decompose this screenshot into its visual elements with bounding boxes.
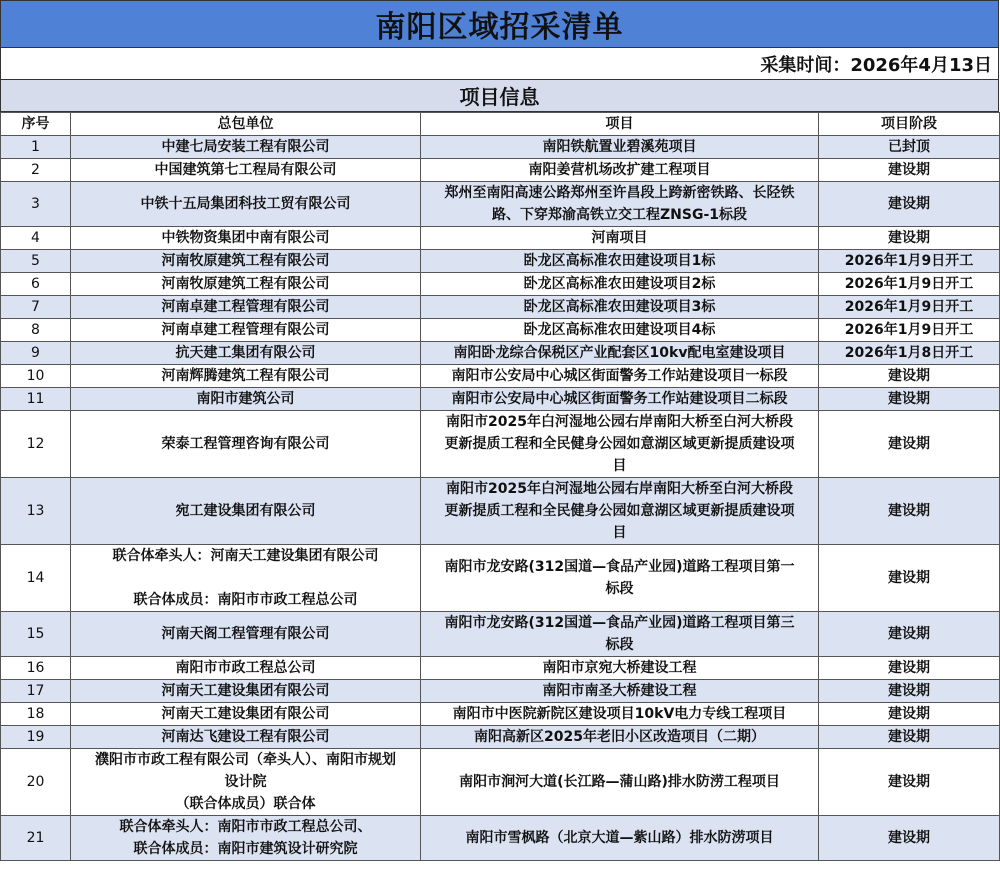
cell-project-line: 目 xyxy=(612,525,627,541)
column-header-contractor: 总包单位 xyxy=(71,113,421,136)
table-row xyxy=(1,703,1000,726)
cell-no[interactable]: 8 xyxy=(1,319,71,342)
cell-no[interactable]: 20 xyxy=(1,749,71,816)
table-row xyxy=(1,319,1000,342)
cell-no[interactable]: 9 xyxy=(1,342,71,365)
cell-contractor[interactable] xyxy=(71,411,421,478)
cell-project[interactable] xyxy=(421,388,819,411)
cell-contractor-line: 荣泰工程管理咨询有限公司 xyxy=(161,436,330,452)
cell-no[interactable]: 13 xyxy=(1,478,71,545)
cell-project-line: 南阳市京宛大桥建设工程 xyxy=(542,660,697,676)
cell-stage[interactable]: 2026年1月8日开工 xyxy=(819,342,1000,365)
cell-contractor[interactable] xyxy=(71,250,421,273)
table-row xyxy=(1,657,1000,680)
cell-contractor-line: 抗天建工集团有限公司 xyxy=(175,345,316,361)
cell-contractor[interactable] xyxy=(71,478,421,545)
cell-project-line: 更新提质工程和全民健身公园如意湖区域更新提质建设项 xyxy=(444,436,795,452)
cell-project-line: 南阳市涧河大道(长江路—蒲山路)排水防涝工程项目 xyxy=(459,774,780,790)
cell-project-line: 南阳姜营机场改扩建工程项目 xyxy=(528,162,711,178)
column-header-stage: 项目阶段 xyxy=(819,113,1000,136)
table-row xyxy=(1,342,1000,365)
cell-project[interactable] xyxy=(421,273,819,296)
cell-contractor[interactable] xyxy=(71,703,421,726)
cell-project[interactable] xyxy=(421,342,819,365)
cell-project-line: 南阳市中医院新院区建设项目10kV电力专线工程项目 xyxy=(452,706,787,722)
cell-stage[interactable]: 建设期 xyxy=(819,657,1000,680)
cell-stage[interactable]: 建设期 xyxy=(819,365,1000,388)
cell-contractor-line: 南阳市市政工程总公司 xyxy=(175,660,316,676)
cell-no[interactable]: 17 xyxy=(1,680,71,703)
cell-project-line: 更新提质工程和全民健身公园如意湖区域更新提质建设项 xyxy=(444,503,795,519)
cell-stage[interactable]: 建设期 xyxy=(819,816,1000,861)
section-header: 项目信息 xyxy=(0,80,999,112)
cell-project-line: 南阳市2025年白河湿地公园右岸南阳大桥至白河大桥段 xyxy=(446,414,793,430)
cell-no[interactable]: 7 xyxy=(1,296,71,319)
cell-project-line: 南阳市公安局中心城区街面警务工作站建设项目一标段 xyxy=(451,368,788,384)
cell-project[interactable] xyxy=(421,365,819,388)
cell-stage[interactable]: 2026年1月9日开工 xyxy=(819,296,1000,319)
cell-no[interactable]: 4 xyxy=(1,227,71,250)
cell-no[interactable]: 19 xyxy=(1,726,71,749)
cell-contractor-line: 河南牧原建筑工程有限公司 xyxy=(161,276,330,292)
column-header-project: 项目 xyxy=(421,113,819,136)
cell-contractor-line: 中铁十五局集团科技工贸有限公司 xyxy=(140,196,351,212)
cell-contractor-line: 联合体成员：南阳市建筑设计研究院 xyxy=(133,841,358,857)
cell-project-line: 河南项目 xyxy=(591,230,648,246)
cell-project-line: 路、下穿郑渝高铁立交工程ZNSG-1标段 xyxy=(492,207,747,223)
cell-project-line: 南阳卧龙综合保税区产业配套区10kv配电室建设项目 xyxy=(453,345,786,361)
cell-project[interactable] xyxy=(421,182,819,227)
table-row xyxy=(1,182,1000,227)
cell-project-line: 南阳市公安局中心城区街面警务工作站建设项目二标段 xyxy=(451,391,788,407)
cell-project[interactable] xyxy=(421,159,819,182)
collect-time-row xyxy=(0,48,999,80)
cell-contractor-line: 中建七局安装工程有限公司 xyxy=(161,139,330,155)
cell-project-line: 卧龙区高标准农田建设项目2标 xyxy=(523,276,716,292)
cell-contractor-line: 设计院 xyxy=(224,774,267,790)
cell-no[interactable]: 12 xyxy=(1,411,71,478)
cell-contractor[interactable] xyxy=(71,227,421,250)
table-row xyxy=(1,250,1000,273)
cell-project[interactable] xyxy=(421,816,819,861)
cell-project-line: 南阳铁航置业碧溪苑项目 xyxy=(542,139,697,155)
cell-contractor-line: 联合体成员：南阳市市政工程总公司 xyxy=(133,592,358,608)
cell-contractor[interactable] xyxy=(71,388,421,411)
cell-contractor-line: 中国建筑第七工程局有限公司 xyxy=(154,162,337,178)
table-row xyxy=(1,612,1000,657)
cell-project[interactable] xyxy=(421,250,819,273)
cell-contractor[interactable] xyxy=(71,159,421,182)
cell-project[interactable] xyxy=(421,545,819,612)
column-header-no: 序号 xyxy=(1,113,71,136)
cell-contractor[interactable] xyxy=(71,726,421,749)
cell-no[interactable]: 3 xyxy=(1,182,71,227)
table-row xyxy=(1,136,1000,159)
cell-stage[interactable]: 2026年1月9日开工 xyxy=(819,319,1000,342)
cell-contractor[interactable] xyxy=(71,342,421,365)
table-row xyxy=(1,749,1000,816)
cell-contractor-line: 河南天阁工程管理有限公司 xyxy=(161,626,330,642)
cell-contractor-line: 河南卓建工程管理有限公司 xyxy=(161,299,330,315)
cell-stage[interactable]: 建设期 xyxy=(819,703,1000,726)
table-row xyxy=(1,227,1000,250)
cell-contractor-line: 宛工建设集团有限公司 xyxy=(175,503,316,519)
cell-stage[interactable]: 建设期 xyxy=(819,182,1000,227)
table-row xyxy=(1,680,1000,703)
cell-stage[interactable]: 已封顶 xyxy=(819,136,1000,159)
cell-project-line: 南阳高新区2025年老旧小区改造项目（二期） xyxy=(474,729,765,745)
cell-contractor-line: （联合体成员）联合体 xyxy=(175,796,316,812)
cell-stage[interactable]: 2026年1月9日开工 xyxy=(819,273,1000,296)
sheet-title: 南阳区域招采清单 xyxy=(0,0,999,48)
cell-stage[interactable]: 建设期 xyxy=(819,478,1000,545)
table-row xyxy=(1,365,1000,388)
table-row xyxy=(1,411,1000,478)
cell-contractor-line: 联合体牵头人：南阳市市政工程总公司、 xyxy=(119,819,372,835)
cell-no[interactable]: 14 xyxy=(1,545,71,612)
cell-no[interactable]: 15 xyxy=(1,612,71,657)
cell-project-line: 目 xyxy=(612,458,627,474)
table-body xyxy=(1,136,1000,861)
cell-stage[interactable]: 2026年1月9日开工 xyxy=(819,250,1000,273)
cell-project-line: 标段 xyxy=(605,581,634,597)
cell-contractor[interactable] xyxy=(71,680,421,703)
cell-stage[interactable]: 建设期 xyxy=(819,545,1000,612)
project-table xyxy=(0,112,1000,861)
cell-project[interactable] xyxy=(421,227,819,250)
table-header-row xyxy=(1,113,1000,136)
cell-no[interactable]: 10 xyxy=(1,365,71,388)
cell-project-line: 南阳市南圣大桥建设工程 xyxy=(542,683,697,699)
cell-project[interactable] xyxy=(421,703,819,726)
cell-contractor-line: 河南天工建设集团有限公司 xyxy=(161,706,330,722)
cell-contractor-line: 河南卓建工程管理有限公司 xyxy=(161,322,330,338)
cell-contractor-line: 河南达飞建设工程有限公司 xyxy=(161,729,330,745)
cell-project[interactable] xyxy=(421,319,819,342)
cell-no[interactable]: 6 xyxy=(1,273,71,296)
cell-contractor[interactable] xyxy=(71,612,421,657)
cell-stage[interactable]: 建设期 xyxy=(819,726,1000,749)
cell-contractor[interactable] xyxy=(71,816,421,861)
cell-project[interactable] xyxy=(421,680,819,703)
table-row xyxy=(1,545,1000,612)
cell-stage[interactable]: 建设期 xyxy=(819,749,1000,816)
cell-stage[interactable]: 建设期 xyxy=(819,411,1000,478)
cell-contractor[interactable] xyxy=(71,749,421,816)
cell-project-line: 南阳市龙安路(312国道—食品产业园)道路工程项目第一 xyxy=(444,559,795,575)
cell-project[interactable] xyxy=(421,657,819,680)
cell-no[interactable]: 21 xyxy=(1,816,71,861)
cell-project-line: 卧龙区高标准农田建设项目4标 xyxy=(523,322,716,338)
cell-project-line: 卧龙区高标准农田建设项目3标 xyxy=(523,299,716,315)
cell-contractor[interactable] xyxy=(71,657,421,680)
table-row xyxy=(1,159,1000,182)
cell-stage[interactable]: 建设期 xyxy=(819,159,1000,182)
cell-no[interactable]: 2 xyxy=(1,159,71,182)
cell-project[interactable] xyxy=(421,136,819,159)
cell-stage[interactable]: 建设期 xyxy=(819,612,1000,657)
collect-time: 采集时间：2026年4月13日 xyxy=(760,54,992,76)
cell-project[interactable] xyxy=(421,411,819,478)
cell-project[interactable] xyxy=(421,296,819,319)
cell-stage[interactable]: 建设期 xyxy=(819,680,1000,703)
cell-no[interactable]: 5 xyxy=(1,250,71,273)
cell-stage[interactable]: 建设期 xyxy=(819,227,1000,250)
cell-contractor-line: 濮阳市市政工程有限公司（牵头人）、南阳市规划 xyxy=(95,752,396,768)
cell-project-line: 南阳市雪枫路（北京大道—紫山路）排水防涝项目 xyxy=(465,830,774,846)
cell-project-line: 标段 xyxy=(605,637,634,653)
cell-contractor-line: 联合体牵头人：河南天工建设集团有限公司 xyxy=(112,548,379,564)
cell-contractor-line: 河南天工建设集团有限公司 xyxy=(161,683,330,699)
table-row xyxy=(1,273,1000,296)
cell-project[interactable] xyxy=(421,478,819,545)
cell-contractor[interactable] xyxy=(71,182,421,227)
table-row xyxy=(1,296,1000,319)
cell-contractor-line: 河南辉腾建筑工程有限公司 xyxy=(161,368,330,384)
cell-contractor-line: 中铁物资集团中南有限公司 xyxy=(161,230,330,246)
cell-no[interactable]: 1 xyxy=(1,136,71,159)
cell-contractor[interactable] xyxy=(71,296,421,319)
cell-contractor-line: 南阳市建筑公司 xyxy=(196,391,295,407)
cell-contractor[interactable] xyxy=(71,545,421,612)
cell-contractor[interactable] xyxy=(71,365,421,388)
cell-project-line: 卧龙区高标准农田建设项目1标 xyxy=(523,253,716,269)
cell-project[interactable] xyxy=(421,726,819,749)
cell-project-line: 南阳市龙安路(312国道—食品产业园)道路工程项目第三 xyxy=(444,615,795,631)
cell-contractor[interactable] xyxy=(71,273,421,296)
table-row xyxy=(1,388,1000,411)
cell-contractor-line: 河南牧原建筑工程有限公司 xyxy=(161,253,330,269)
cell-stage[interactable]: 建设期 xyxy=(819,388,1000,411)
cell-contractor[interactable] xyxy=(71,136,421,159)
cell-no[interactable]: 16 xyxy=(1,657,71,680)
cell-no[interactable]: 18 xyxy=(1,703,71,726)
cell-no[interactable]: 11 xyxy=(1,388,71,411)
cell-project-line: 南阳市2025年白河湿地公园右岸南阳大桥至白河大桥段 xyxy=(446,481,793,497)
cell-contractor-line xyxy=(75,567,416,589)
cell-contractor[interactable] xyxy=(71,319,421,342)
table-row xyxy=(1,478,1000,545)
table-row xyxy=(1,726,1000,749)
table-row xyxy=(1,816,1000,861)
cell-project-line: 郑州至南阳高速公路郑州至许昌段上跨新密铁路、长陉铁 xyxy=(444,185,795,201)
cell-project[interactable] xyxy=(421,612,819,657)
cell-project[interactable] xyxy=(421,749,819,816)
